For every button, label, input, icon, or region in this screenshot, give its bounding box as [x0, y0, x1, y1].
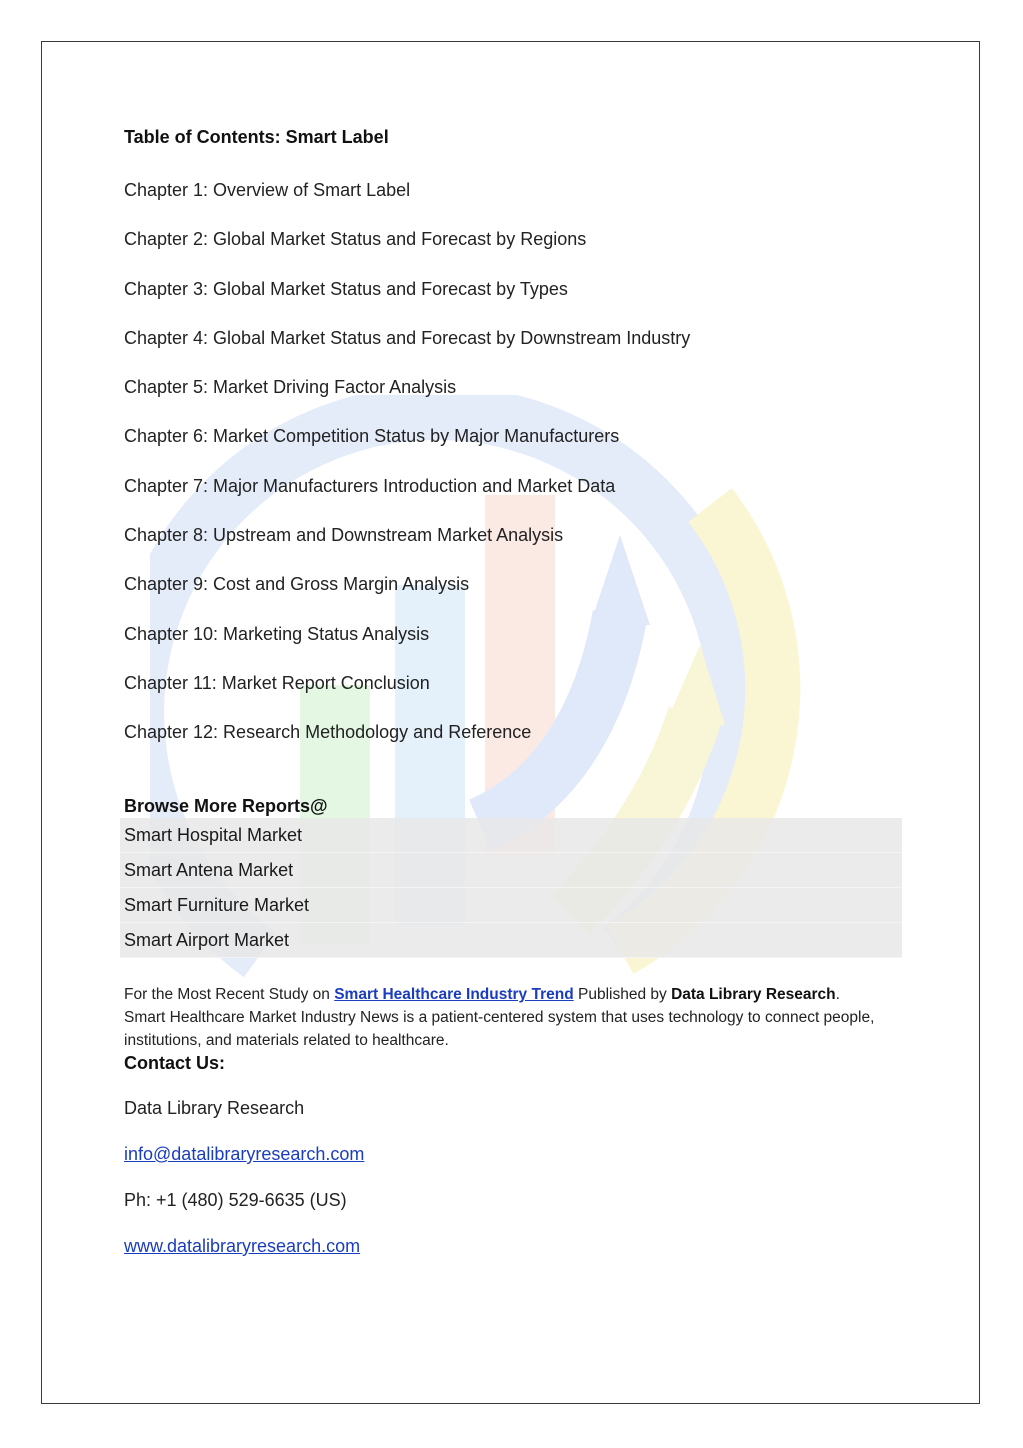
toc-chapter: Chapter 9: Cost and Gross Margin Analysis — [124, 574, 470, 595]
contact-phone: Ph: +1 (480) 529-6635 (US) — [124, 1190, 347, 1210]
report-link[interactable]: Smart Furniture Market — [120, 888, 902, 923]
study-paragraph — [124, 983, 884, 1052]
study-mid: Published by — [573, 986, 672, 1003]
report-link[interactable]: Smart Hospital Market — [120, 818, 902, 853]
toc-chapter: Chapter 11: Market Report Conclusion — [124, 672, 430, 693]
report-link[interactable]: Smart Antena Market — [120, 853, 902, 888]
contact-title: Contact Us: — [124, 1053, 226, 1073]
report-link[interactable]: Smart Airport Market — [120, 923, 902, 958]
toc-chapter: Chapter 2: Global Market Status and Forecast by Regions — [124, 229, 587, 250]
toc-chapter: Chapter 3: Global Market Status and Forecast by Types — [124, 278, 568, 299]
toc-chapter: Chapter 7: Major Manufacturers Introduction and Market Data — [124, 475, 616, 496]
toc-chapter: Chapter 1: Overview of Smart Label — [124, 180, 411, 200]
browse-more-title: Browse More Reports@ — [124, 796, 328, 816]
publisher-name: Data Library Research — [671, 986, 836, 1003]
toc-chapter: Chapter 8: Upstream and Downstream Market Analysis — [124, 525, 564, 546]
contact-company: Data Library Research — [124, 1098, 305, 1118]
toc-chapter: Chapter 6: Market Competition Status by Major Manufacturers — [124, 426, 620, 447]
study-description: Smart Healthcare Market Industry News is a patient-centered system that uses technology to connect people, institutions, and materials related to healthcare. — [124, 1009, 875, 1049]
contact-email-link[interactable]: info@datalibraryresearch.com — [124, 1144, 365, 1164]
toc-chapter: Chapter 12: Research Methodology and Reference — [124, 722, 532, 743]
study-suffix: . — [835, 986, 840, 1003]
toc-title: Table of Contents: Smart Label — [124, 127, 389, 147]
toc-chapter-list — [124, 179, 690, 771]
contact-website-link[interactable]: www.datalibraryresearch.com — [124, 1236, 361, 1256]
toc-chapter: Chapter 4: Global Market Status and Forecast by Downstream Industry — [124, 327, 691, 348]
toc-chapter: Chapter 5: Market Driving Factor Analysis — [124, 377, 457, 398]
study-prefix: For the Most Recent Study on — [124, 986, 335, 1003]
smart-healthcare-trend-link[interactable]: Smart Healthcare Industry Trend — [334, 986, 574, 1003]
browse-reports-list — [120, 818, 902, 958]
toc-chapter: Chapter 10: Marketing Status Analysis — [124, 623, 430, 644]
